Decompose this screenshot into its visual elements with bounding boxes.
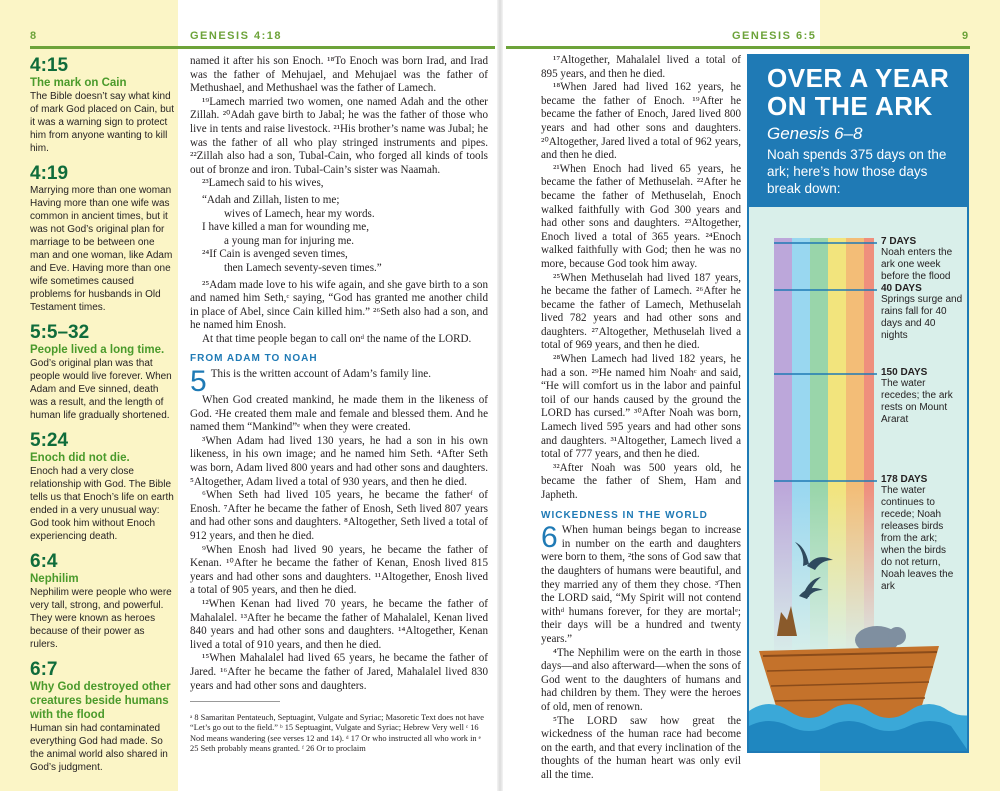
milestone-40-days [881,283,963,342]
book-gutter [497,0,503,791]
poem-line: I have killed a man for wounding me, [202,221,369,234]
scripture-column-right [541,54,741,782]
verse-paragraph: named it after his son Enoch. ¹⁸To Enoch was born Irad, and Irad was the father of Mehujael, and Mehujael was the father of Methushael, and Methushael was the father of Lamech. [190,55,488,95]
verse-paragraph: ⁹When Enosh had lived 90 years, he became the father of Kenan. ¹⁰After he became the father of Kenan, Enosh lived 815 years and had other sons and daughters. ¹¹Altogether, Enosh lived a total of 905 years, and then he died. [190,543,488,597]
verse-paragraph: ²³Lamech said to his wives, [202,177,324,190]
poem-line: a young man for injuring me. [224,234,355,247]
study-notes [30,56,174,774]
chapter-paragraph [190,365,488,399]
milestone-days: 150 DAYS [881,367,928,378]
verse-paragraph: At that time people began to call onᵈ the name of the LORD. [202,332,472,345]
milestone-days: 7 DAYS [881,236,917,247]
poem-line: ²⁴If Cain is avenged seven times, [202,248,348,261]
milestone-text: Springs surge and rains fall for 40 days and 40 nights [881,294,963,341]
chapter-number: 5 [190,365,207,399]
left-running-head: GENESIS 4:18 [190,30,282,42]
note-body: Marrying more than one woman Having more than one wife was common in ancient times, but it was not God’s original plan for marriage to be between one man and one woman, like Adam and Eve. Having more than one wife sometimes caused problems for husbands in Old Testament times. [30,185,173,313]
water-waves-deep [749,721,969,753]
note-ref: 5:24 [30,430,69,451]
verse-paragraph: ²⁵Adam made love to his wife again, and she gave birth to a son and named him Seth,ᶜ saying, “God has granted me another child in place of Abel, since Cain killed him.” ²⁶Seth also had a son, and he named him Enosh. [190,278,488,332]
poem-line: wives of Lamech, hear my words. [224,207,375,220]
right-page-number: 9 [962,30,970,42]
footnotes: ᵃ 8 Samaritan Pentateuch, Septuagint, Vulgate and Syriac; Masoretic Text does not have “Let’s go out to the field.” ᵇ 15 Septuagint, Vulgate and Syriac; Hebrew Very well ᶜ 16 Nod means wandering (see verses 12 and 14). ᵈ 17 Or who instructed all who work in ᵉ 25 Seth probably means granted. ᶠ 26 Or to proclaim [190,713,484,753]
infographic-reference: Genesis 6–8 [767,124,863,143]
left-page-number: 8 [30,30,38,42]
verse-paragraph: When God created mankind, he made them in the likeness of God. ²He created them male and female and blessed them. And he named them “Mankind”ᵉ when they were created. [190,394,488,434]
verse-paragraph: ¹⁷Altogether, Mahalalel lived a total of 895 years, and then he died. [541,54,741,80]
section-heading: FROM ADAM TO NOAH [190,353,318,365]
infographic-title: OVER A YEAR [767,63,950,93]
poem-block [190,194,488,276]
footnote-rule [190,701,280,702]
milestone-days: 40 DAYS [881,283,922,294]
verse-paragraph: ¹²When Kenan had lived 70 years, he became the father of Mahalalel. ¹³After he became the father of Mahalalel, Kenan lived 840 years and had other sons and daughters. ¹⁴Altogether, Kenan lived a total of 910 years, and then he died. [190,597,488,651]
milestone-150-days [881,367,957,426]
verse-paragraph: ³When Adam had lived 130 years, he had a son in his own likeness, in his own image; and he named him Seth. ⁴After Seth was born, Adam lived 800 years and had other sons and daughters. ⁵Altogether, Adam lived a total of 930 years, and then he died. [190,434,488,488]
note-ref: 4:19 [30,163,69,184]
infographic-intro: Noah spends 375 days on the ark; here’s how those days break down: [767,147,947,196]
right-running-head: GENESIS 6:5 [732,30,817,42]
verse-paragraph: ⁴The Nephilim were on the earth in those days—and also afterward—when the sons of God went to the daughters of humans and had children by them. They were the heroes of old, men of renown. [541,646,741,713]
note-body: God’s original plan was that people would live forever. When Adam and Eve sinned, death was a result, and the length of human life gradually shortened. [30,358,172,421]
verse-paragraph: ²⁵When Methuselah had lived 187 years, he became the father of Lamech. ²⁶After he became the father of Lamech, Methuselah lived 782 years and had other sons and daughters. ²⁷Altogether, Methuselah lived a total of 969 years, and then he died. [541,271,741,352]
poem-line: then Lamech seventy-seven times.” [224,261,382,274]
note-ref: 5:5–32 [30,322,90,343]
infographic-title: ON THE ARK [767,91,933,121]
note-title: Why God destroyed other creatures beside humans with the flood [30,681,171,721]
elephant-head-icon [888,627,906,645]
note-body: The Bible doesn’t say what kind of mark God placed on Cain, but it was a warning sign to protect him from anyone wanting to kill him. [30,91,174,154]
milestone-text: Noah enters the ark one week before the flood [881,247,953,282]
milestone-178-days [881,474,957,593]
note-title: The mark on Cain [30,77,127,89]
ark-infographic [747,54,969,753]
milestone-text: The water recedes; the ark rests on Mount Ararat [881,378,953,425]
verse-paragraph: ²⁸When Lamech had lived 182 years, he had a son. ²⁹He named him Noahᶜ and said, “He will comfort us in the labor and painful toil of our hands caused by the ground the LORD has cursed.” ³⁰After Noah was born, Lamech lived 595 years and had other sons and daughters. ³¹Altogether, Lamech lived a total of 777 years, and then he died. [541,353,741,461]
poem-line: “Adah and Zillah, listen to me; [202,193,340,206]
chapter-paragraph [541,521,741,646]
verse-paragraph: ⁶When Seth had lived 105 years, he became the fatherᶠ of Enosh. ⁷After he became the father of Enosh, Seth lived 807 years and had other sons and daughters. ⁸Altogether, Seth lived a total of 912 years, and then he died. [190,489,488,542]
milestone-days: 178 DAYS [881,474,928,485]
milestone-7-days [881,236,961,283]
note-ref: 6:7 [30,659,58,680]
verse-paragraph: ²¹When Enoch had lived 65 years, he became the father of Methuselah. ²²After he became the father of Methuselah, Enoch walked faithfully with God 300 years and had other sons and daughters. ²³Altogether, Enoch lived a total of 365 years. ²⁴Enoch walked faithfully with God; then he was no more, because God took him away. [541,162,741,270]
verse-text: This is the written account of Adam’s family line. [210,368,431,381]
note-title: Nephilim [30,573,79,585]
note-ref: 6:4 [30,551,58,572]
note-title: People lived a long time. [30,344,165,356]
note-ref: 4:15 [30,55,69,76]
verse-paragraph: ⁵The LORD saw how great the wickedness of the human race had become on the earth, and that every inclination of the thoughts of the human heart was only evil all the time. [541,714,741,781]
section-heading: WICKEDNESS IN THE WORLD [541,509,708,521]
note-body: Nephilim were people who were very tall, strong, and powerful. They were known as heroes because of their power as rulers. [30,587,172,650]
verse-text: When human beings began to increase in number on the earth and daughters were born to them, ²the sons of God saw that the daughters of humans were beautiful, and they married any of them they chose. ³Then the LORD said, “My Spirit will not contend withᵈ humans forever, for they are mortalᵉ; their days will be a hundred and twenty years.” [541,524,741,645]
right-header-rule [506,46,970,49]
verse-paragraph: ¹⁹Lamech married two women, one named Adah and the other Zillah. ²⁰Adah gave birth to Jabal; he was the father of those who live in tents and raise livestock. ²¹His brother’s name was Jubal; he was the father of all who play stringed instruments and pipes. ²²Zillah also had a son, Tubal-Cain, who forged all kinds of tools out of bronze and iron. Tubal-Cain’s sister was Naamah. [190,95,488,176]
verse-paragraph: ¹⁵When Mahalalel had lived 65 years, he became the father of Jared. ¹⁶After he became the father of Jared, Mahalalel lived 830 years and had other sons and daughters. [190,652,488,692]
left-header-rule [30,46,495,49]
milestone-text: The water continues to recede; Noah releases birds from the ark; when the birds do not return, Noah leaves the ark [881,485,954,592]
note-title: Enoch did not die. [30,452,130,464]
note-body: Enoch had a very close relationship with God. The Bible tells us that Enoch’s life on earth ended in a very unusual way: God took him without Enoch experiencing death. [30,466,174,542]
chapter-number: 6 [541,521,558,555]
note-body: Human sin had contaminated everything God had made. So the animal world also shared in God’s judgment. [30,723,168,773]
verse-paragraph: ³²After Noah was 500 years old, he became the father of Shem, Ham and Japheth. [541,461,741,501]
verse-paragraph: ¹⁸When Jared had lived 162 years, he became the father of Enoch. ¹⁹After he became the father of Enoch, Jared lived 800 years and had other sons and daughters. ²⁰Altogether, Jared lived a total of 962 years, and then he died. [541,81,741,162]
scripture-column-left [190,55,488,754]
